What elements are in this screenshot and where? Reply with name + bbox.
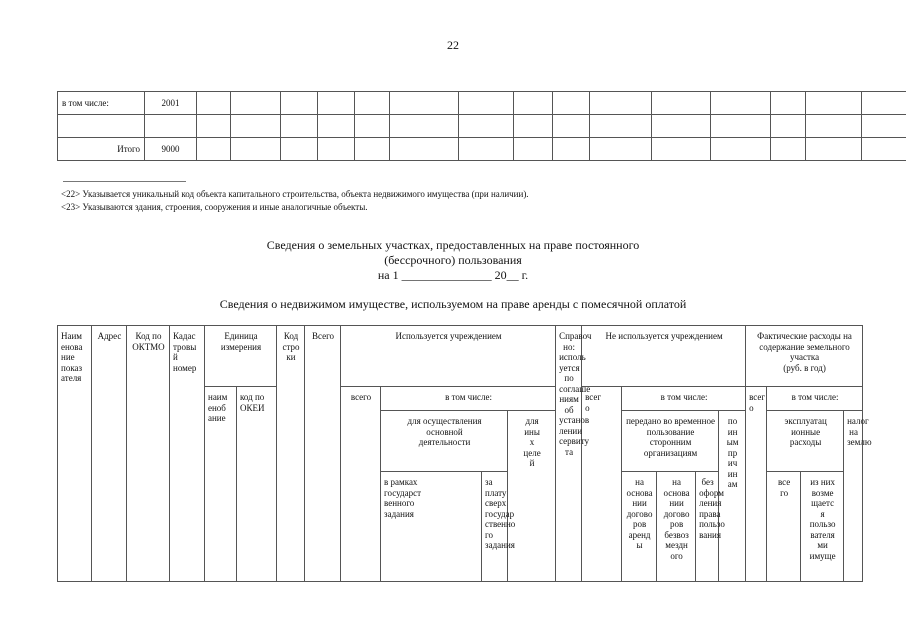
col-expenses: Фактические расходы на содержание земельного участка (руб. в год) [746, 326, 863, 387]
col-unit: Единица измерения [205, 326, 277, 387]
col-operating-reimbursed: из них возме щаетс я пользо вателя ми имуще [801, 472, 844, 582]
col-expenses-total: всег о [746, 387, 767, 582]
table-row [58, 92, 906, 115]
col-paid-over-task: за плату сверх государ ственно го задания [482, 472, 508, 582]
col-transferred: передано во временное пользование сторонним организациям [622, 411, 719, 472]
col-unit-okei: код по ОКЕИ [237, 387, 277, 582]
col-land-tax: налог на землю [844, 411, 863, 582]
rental-property-table [57, 325, 872, 582]
col-row-code: Код стро ки [277, 326, 305, 582]
col-expenses-incl: в том числе: [767, 387, 863, 411]
col-not-used: Не используется учреждением [582, 326, 746, 387]
col-not-used-total: всег о [582, 387, 622, 582]
col-operating-total: все го [767, 472, 801, 582]
col-name: Наим енова ние показ ателя [58, 326, 92, 582]
section2-title: Сведения о недвижимом имуществе, используемом на праве аренды с помесячной оплатой [219, 297, 687, 311]
row-label [58, 115, 145, 138]
col-total: Всего [305, 326, 341, 582]
footnote-23: <23> Указываются здания, строения, сооружения и иные аналогичные объекты. [61, 202, 368, 212]
section1-title-line2: (бессрочного) пользования [384, 253, 522, 267]
col-lease: на основа нии догово ров аренд ы [622, 472, 657, 582]
col-used-total: всего [341, 387, 381, 582]
top-table [57, 91, 906, 161]
table-header-row [58, 326, 863, 387]
row-code [145, 115, 197, 138]
col-oktmo: Код по ОКТМО [127, 326, 170, 582]
col-main-activity: для осуществления основной деятельности [381, 411, 508, 472]
footnote-22: <22> Указывается уникальный код объекта капитального строительства, объекта недвижимого имущества (при наличии). [61, 189, 529, 199]
col-used-incl: в том числе: [381, 387, 556, 411]
col-other-purposes: для ины х целе й [508, 411, 556, 582]
page-number: 22 [447, 38, 459, 52]
col-other-reasons: по ин ым пр ич ин ам [719, 411, 746, 582]
col-unit-name: наим еноб ание [205, 387, 237, 582]
row-code: 2001 [145, 92, 197, 115]
col-no-formal-right: без оформ ления права пользо вания [696, 472, 719, 582]
section1-title-line1: Сведения о земельных участках, предоставленных на праве постоянного [266, 238, 640, 252]
col-free-use: на основа нии догово ров безвоз мездн ого [657, 472, 696, 582]
footnote-divider [63, 181, 186, 182]
col-state-task: в рамках государст венного задания [381, 472, 482, 582]
col-used: Используется учреждением [341, 326, 556, 387]
table-row [58, 138, 906, 161]
row-code: 9000 [145, 138, 197, 161]
col-address: Адрес [92, 326, 127, 582]
col-reference: Справоч но: исполь уется по соглаше ниям об установ лении сервиту та [556, 326, 582, 582]
row-label: в том числе: [58, 92, 145, 115]
col-operating: эксплуатац ионные расходы [767, 411, 844, 472]
col-not-used-incl: в том числе: [622, 387, 746, 411]
row-label: Итого [58, 138, 145, 161]
section1-date-line: на 1 _______________ 20__ г. [377, 268, 529, 282]
table-row [58, 115, 906, 138]
col-cadastral: Кадас тровы й номер [170, 326, 205, 582]
